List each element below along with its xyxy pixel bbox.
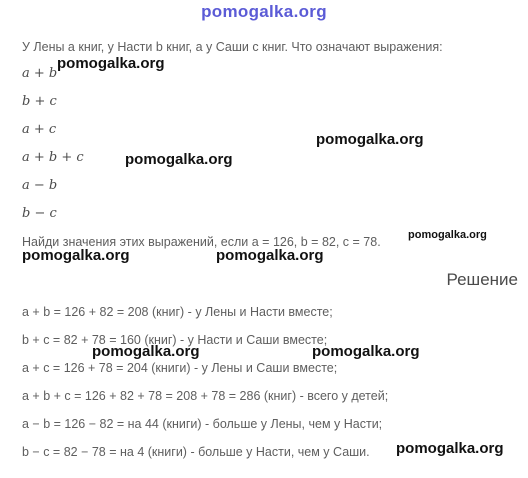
watermark: pomogalka.org — [396, 440, 504, 457]
solution-line: a + c = 126 + 78 = 204 (книги) - у Лены и Саши вместе; — [22, 361, 338, 375]
solution-line: b − c = 82 − 78 = на 4 (книги) - больше у Насти, чем у Саши. — [22, 445, 370, 459]
watermark: pomogalka.org — [22, 247, 130, 264]
watermark: pomogalka.org — [125, 151, 233, 168]
watermark: pomogalka.org — [92, 343, 200, 360]
expression-b-minus-c: b − c — [22, 206, 57, 221]
watermark: pomogalka.org — [408, 229, 487, 241]
solution-line: a + b + c = 126 + 82 + 78 = 208 + 78 = 286 (книг) - всего у детей; — [22, 389, 389, 403]
expression-b-plus-c: b + c — [22, 94, 57, 109]
find-values-text: Найди значения этих выражений, если a = 126, b = 82, c = 78. — [22, 235, 381, 249]
watermark: pomogalka.org — [312, 343, 420, 360]
watermark: pomogalka.org — [57, 55, 165, 72]
expression-a-minus-b: a − b — [22, 178, 58, 193]
task-intro: У Лены a книг, у Насти b книг, а у Саши c книг. Что означают выражения: — [22, 40, 443, 54]
solution-line: a − b = 126 − 82 = на 44 (книги) - больше у Лены, чем у Насти; — [22, 417, 383, 431]
watermark: pomogalka.org — [216, 247, 324, 264]
site-logo: pomogalka.org — [201, 2, 327, 21]
watermark: pomogalka.org — [316, 131, 424, 148]
expression-a-plus-c: a + c — [22, 122, 57, 137]
expression-a-plus-b-plus-c: a + b + c — [22, 150, 84, 165]
solution-title: Решение — [446, 270, 518, 289]
solution-line: b + c = 82 + 78 = 160 (книг) - у Насти и Саши вместе; — [22, 333, 328, 347]
solution-line: a + b = 126 + 82 = 208 (книг) - у Лены и Насти вместе; — [22, 305, 333, 319]
expression-a-plus-b: a + b — [22, 66, 58, 81]
